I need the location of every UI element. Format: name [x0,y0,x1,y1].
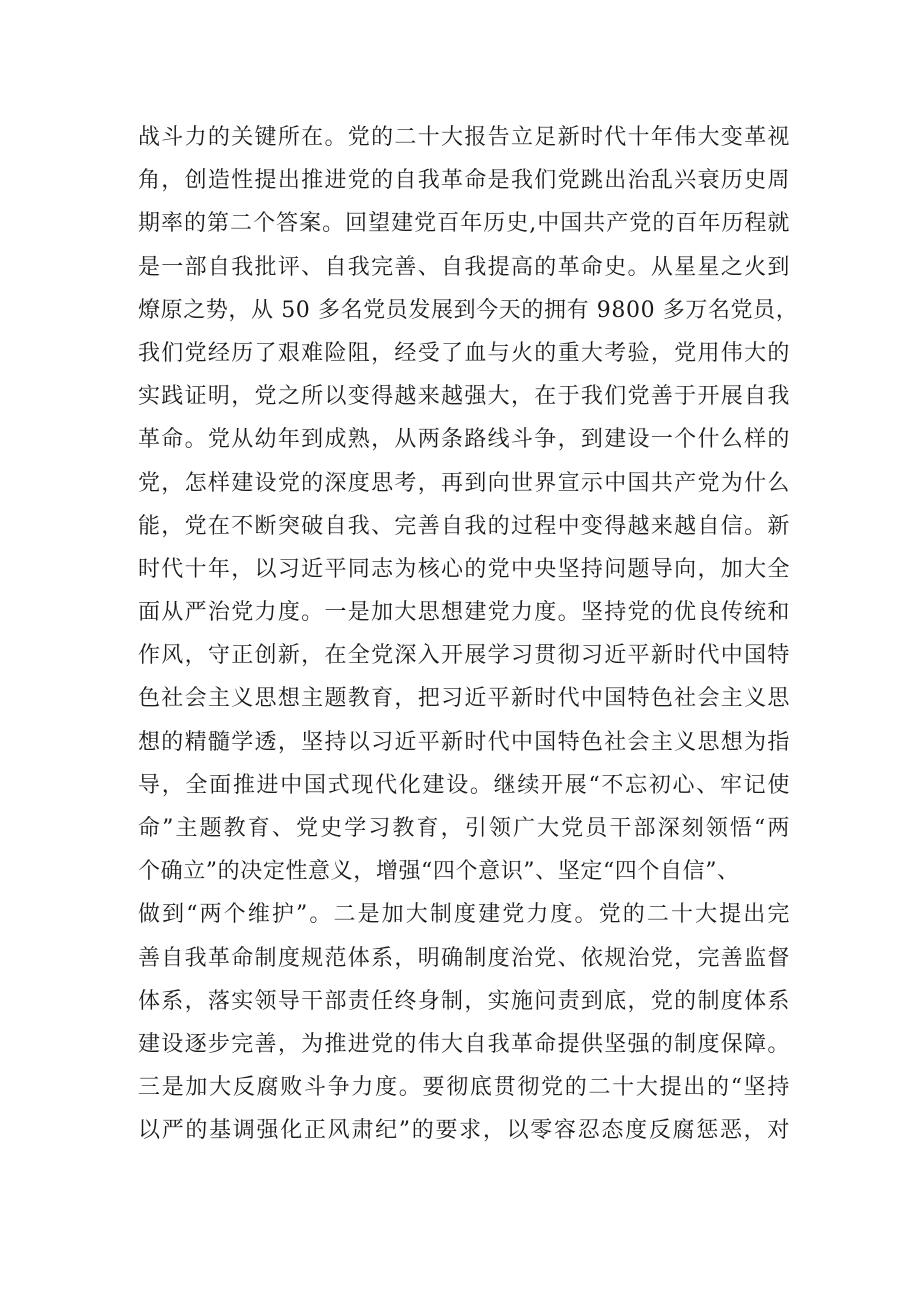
text-line: 导，全面推进中国式现代化建设。继续开展“不忘初心、牢记使 [138,772,790,798]
text-line: 燎原之势，从 50 多名党员发展到今天的拥有 9800 多万名党员， [138,297,799,323]
text-line: 革命。党从幼年到成熟，从两条路线斗争，到建设一个什么样的 [138,427,790,453]
text-line: 党，怎样建设党的深度思考，再到向世界宣示中国共产党为什么 [138,470,790,496]
text-line: 期率的第二个答案。回望建党百年历史,中国共产党的百年历程就 [138,211,790,237]
text-line: 色社会主义思想主题教育，把习近平新时代中国特色社会主义思 [138,686,790,712]
text-line: 三是加大反腐败斗争力度。要彻底贯彻党的二十大提出的“坚持 [138,1075,790,1101]
text-line: 做到“两个维护”。二是加大制度建党力度。党的二十大提出完 [138,902,790,928]
text-line: 战斗力的关键所在。党的二十大报告立足新时代十年伟大变革视 [138,125,790,150]
text-line: 面从严治党力度。一是加大思想建党力度。坚持党的优良传统和 [138,600,790,626]
text-line: 命”主题教育、党史学习教育，引领广大党员干部深刻领悟“两 [138,816,790,841]
text-line: 作风，守正创新，在全党深入开展学习贯彻习近平新时代中国特 [138,643,790,669]
text-line: 能，党在不断突破自我、完善自我的过程中变得越来越自信。新 [138,513,790,539]
text-line: 时代十年，以习近平同志为核心的党中央坚持问题导向，加大全 [138,556,790,582]
text-line: 以严的基调强化正风肃纪”的要求，以零容忍态度反腐惩恶，对 [138,1118,790,1144]
text-line: 想的精髓学透，坚持以习近平新时代中国特色社会主义思想为指 [138,729,790,755]
text-line: 善自我革命制度规范体系，明确制度治党、依规治党，完善监督 [138,945,790,971]
text-line: 个确立”的决定性意义，增强“四个意识”、坚定“四个自信”、 [138,859,740,885]
text-line: 实践证明，党之所以变得越来越强大，在于我们党善于开展自我 [138,384,790,410]
text-line: 角，创造性提出推进党的自我革命是我们党跳出治乱兴衰历史周 [138,168,790,194]
text-line: 是一部自我批评、自我完善、自我提高的革命史。从星星之火到 [138,254,790,280]
text-line: 我们党经历了艰难险阻，经受了血与火的重大考验，党用伟大的 [138,340,790,366]
text-line: 建设逐步完善，为推进党的伟大自我革命提供坚强的制度保障。 [138,1031,790,1057]
body-paragraph [138,116,818,1153]
text-line: 体系，落实领导干部责任终身制，实施问责到底，党的制度体系 [138,988,790,1014]
